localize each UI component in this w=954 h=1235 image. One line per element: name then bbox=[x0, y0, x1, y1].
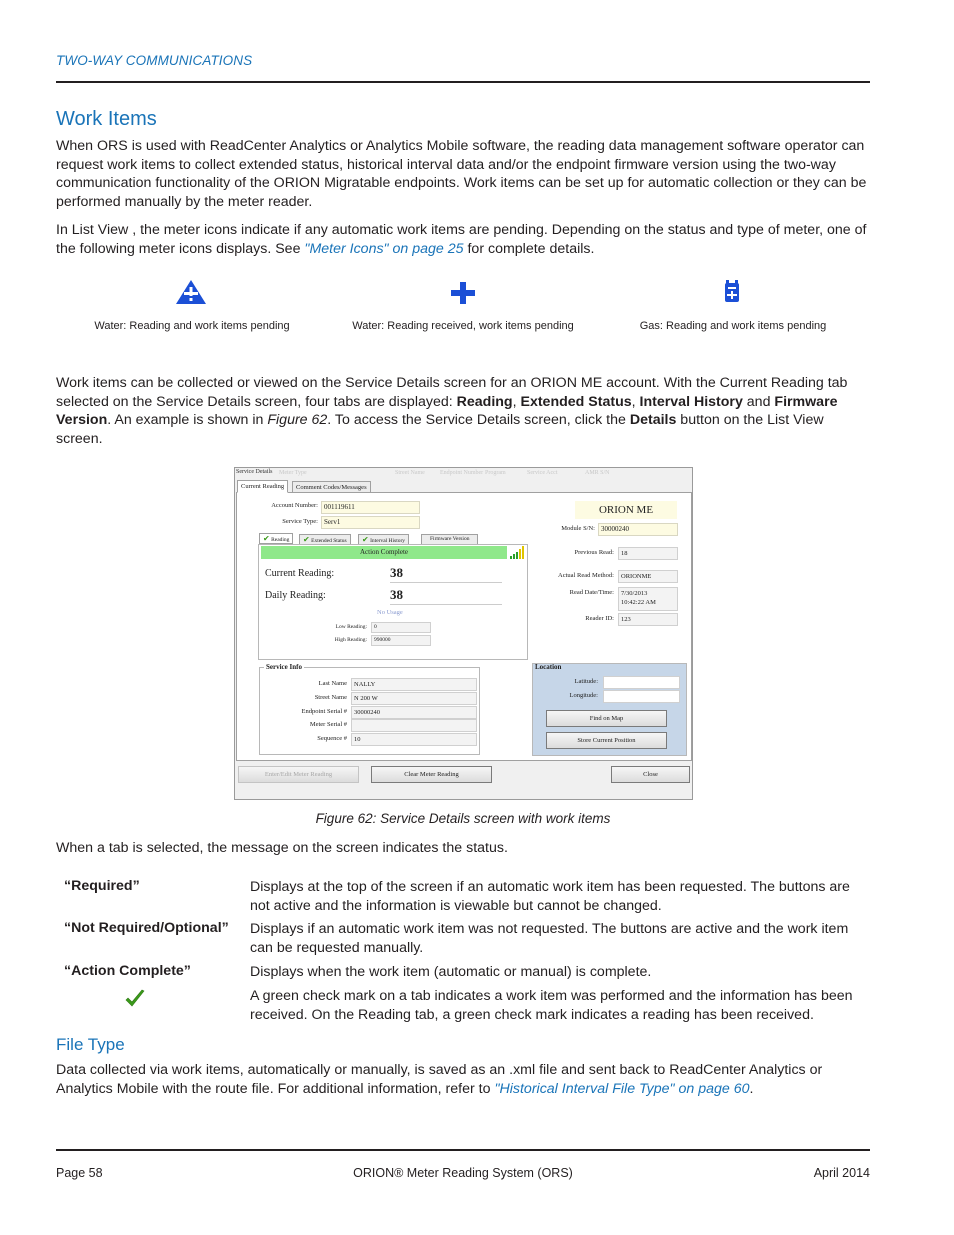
desc-required: Displays at the top of the screen if an automatic work item has been requested. The buttons are not active and the information is viewable but cannot be changed. bbox=[250, 879, 850, 914]
gas-meter-icon bbox=[722, 279, 742, 308]
icon-caption-gas: Gas: Reading and work items pending bbox=[639, 320, 827, 332]
ghost-column: Program bbox=[485, 470, 506, 476]
longitude-label: Longitude: bbox=[569, 692, 598, 699]
service-type-field[interactable]: Serv1 bbox=[321, 516, 420, 529]
daily-reading-label: Daily Reading: bbox=[265, 590, 326, 601]
ghost-column: Service Acct bbox=[527, 470, 558, 476]
desc-green-check: A green check mark on a tab indicates a work item was performed and the information has been received. On the Reading tab, a green check mark indicates a reading has been received. bbox=[250, 988, 853, 1023]
location-title: Location bbox=[535, 663, 562, 671]
status-intro: When a tab is selected, the message on the screen indicates the status. bbox=[56, 840, 508, 856]
icon-caption-water-plus: Water: Reading received, work items pending bbox=[352, 320, 574, 332]
header-rule bbox=[56, 81, 870, 83]
actual-read-method-label: Actual Read Method: bbox=[558, 572, 614, 579]
water-warning-icon bbox=[175, 279, 207, 310]
file-type-paragraph: Data collected via work items, automatically or manually, is saved as an .xml file and sent back to ReadCenter Analytics or Analytics Mobile with the route file. For additional information, refer to "Historical Interval File Type" on page 60. bbox=[56, 1062, 823, 1097]
module-sn-field: 30000240 bbox=[598, 523, 678, 536]
clear-meter-reading-button[interactable]: Clear Meter Reading bbox=[371, 766, 492, 783]
tab-comment-codes[interactable]: Comment Codes/Messages bbox=[292, 481, 371, 494]
read-date-time-field: 7/30/2013 10:42:22 AM bbox=[618, 587, 678, 611]
previous-read-label: Previous Read: bbox=[574, 549, 614, 556]
low-reading-label: Low Reading: bbox=[335, 624, 367, 630]
enter-edit-meter-reading-button[interactable]: Enter/Edit Meter Reading bbox=[238, 766, 359, 783]
endpoint-serial-label: Endpoint Serial # bbox=[301, 708, 347, 715]
historical-interval-link[interactable]: "Historical Interval File Type" on page 60 bbox=[494, 1080, 750, 1097]
term-required: “Required” bbox=[64, 878, 140, 894]
ghost-column: AMR S/N bbox=[585, 470, 610, 476]
meter-serial-label: Meter Serial # bbox=[309, 721, 347, 728]
subtab-extended-status[interactable]: ✔ Extended Status bbox=[299, 534, 351, 545]
low-reading-field: 0 bbox=[371, 622, 431, 633]
endpoint-serial-field: 30000240 bbox=[351, 706, 477, 719]
high-reading-field: 990000 bbox=[371, 635, 431, 646]
meter-serial-field bbox=[351, 719, 477, 732]
subtab-reading[interactable]: ✔ Reading bbox=[259, 533, 293, 544]
service-details-screenshot bbox=[234, 467, 693, 800]
figure-caption: Figure 62: Service Details screen with work items bbox=[315, 811, 611, 826]
store-current-position-button[interactable]: Store Current Position bbox=[546, 732, 667, 749]
find-on-map-button[interactable]: Find on Map bbox=[546, 710, 667, 727]
latitude-field[interactable] bbox=[603, 676, 680, 689]
check-icon: ✔ bbox=[362, 535, 369, 544]
sequence-label: Sequence # bbox=[317, 735, 347, 742]
footer-rule bbox=[56, 1149, 870, 1151]
intro-paragraph: When ORS is used with ReadCenter Analytics or Analytics Mobile software, the reading data management software operator can request work items to collect extended status, historical interval data and/or the endpoint firmware version using the two-way communication functionality of the ORION Migratable endpoints. Work items can be set up for automatic collection or they can be performed manually by the meter reader. bbox=[56, 138, 867, 210]
check-icon: ✔ bbox=[303, 535, 310, 544]
file-type-heading: File Type bbox=[56, 1035, 125, 1054]
close-button[interactable]: Close bbox=[611, 766, 690, 783]
footer-product: ORION® Meter Reading System (ORS) bbox=[353, 1166, 573, 1180]
module-sn-label: Module S/N: bbox=[561, 525, 595, 532]
account-number-field[interactable]: 001119611 bbox=[321, 501, 420, 514]
actual-read-method-field: ORIONME bbox=[618, 570, 678, 583]
subtab-firmware-version[interactable]: Firmware Version bbox=[421, 534, 478, 545]
high-reading-label: High Reading: bbox=[334, 637, 367, 643]
subtab-interval-history[interactable]: ✔ Interval History bbox=[358, 534, 409, 545]
page-title: Work Items bbox=[56, 108, 157, 130]
signal-strength-icon bbox=[510, 545, 525, 560]
term-action-complete: “Action Complete” bbox=[64, 963, 191, 979]
list-view-paragraph: In List View , the meter icons indicate if any automatic work items are pending. Depending on the status and type of meter, one of the following meter icons displays. See "Meter Icons" on page 25 for complete details. bbox=[56, 222, 867, 257]
page-number: Page 58 bbox=[56, 1166, 103, 1180]
window-title: Service Details bbox=[236, 469, 273, 475]
service-info-title: Service Info bbox=[266, 663, 302, 671]
service-details-paragraph: Work items can be collected or viewed on the Service Details screen for an ORION ME account. With the Current Reading tab selected on the Service Details screen, four tabs are displayed: Reading, Extended Status, Interval History and Firmware Version. An example is shown in Figure 62. To access the Service Details screen, click the Details button on the List View screen. bbox=[56, 375, 848, 447]
check-icon: ✔ bbox=[263, 534, 270, 543]
green-check-icon bbox=[124, 988, 146, 1010]
reader-id-label: Reader ID: bbox=[585, 615, 614, 622]
daily-reading-value: 38 bbox=[390, 586, 502, 605]
last-name-field: NALLY bbox=[351, 678, 477, 691]
status-banner: Action Complete bbox=[261, 546, 507, 559]
reader-id-field: 123 bbox=[618, 613, 678, 626]
ghost-column: Street Name bbox=[395, 470, 425, 476]
last-name-label: Last Name bbox=[318, 680, 347, 687]
latitude-label: Latitude: bbox=[574, 678, 598, 685]
read-date-time-label: Read Date/Time: bbox=[569, 589, 614, 596]
meter-icons-link[interactable]: "Meter Icons" on page 25 bbox=[304, 240, 464, 257]
desc-not-required: Displays if an automatic work item was not requested. The buttons are active and the work item can be requested manually. bbox=[250, 921, 849, 956]
desc-action-complete: Displays when the work item (automatic or manual) is complete. bbox=[250, 964, 652, 980]
term-not-required: “Not Required/Optional” bbox=[64, 920, 229, 936]
tab-current-reading[interactable]: Current Reading bbox=[237, 480, 288, 493]
orion-label: ORION ME bbox=[575, 501, 677, 519]
icon-caption-water-warning: Water: Reading and work items pending bbox=[94, 320, 290, 332]
ghost-column: Meter Type bbox=[279, 470, 307, 476]
longitude-field[interactable] bbox=[603, 690, 680, 703]
account-number-label: Account Number: bbox=[271, 502, 318, 509]
street-name-label: Street Name bbox=[314, 694, 347, 701]
sequence-field: 10 bbox=[351, 733, 477, 746]
street-name-field: N 200 W bbox=[351, 692, 477, 705]
footer-date: April 2014 bbox=[813, 1166, 870, 1180]
ghost-column: Endpoint Number bbox=[440, 470, 484, 476]
service-type-label: Service Type: bbox=[282, 518, 318, 525]
no-usage-label: No Usage bbox=[377, 609, 403, 616]
previous-read-field: 18 bbox=[618, 547, 678, 560]
current-reading-label: Current Reading: bbox=[265, 568, 335, 579]
water-plus-icon bbox=[450, 281, 476, 310]
current-reading-value: 38 bbox=[390, 564, 502, 583]
section-header: TWO-WAY COMMUNICATIONS bbox=[56, 53, 253, 68]
